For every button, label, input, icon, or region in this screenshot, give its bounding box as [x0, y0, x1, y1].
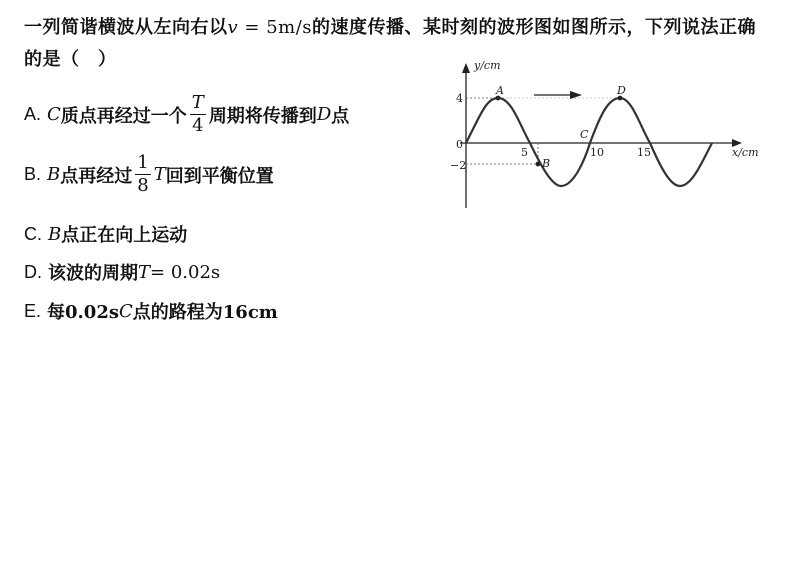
option-c-var-b: B	[48, 223, 62, 245]
option-c[interactable]	[24, 221, 187, 247]
point-b-label: B	[542, 157, 551, 170]
option-b-text-1: 点再经过	[60, 165, 133, 187]
option-b-frac-den: 8	[137, 175, 149, 196]
option-b-var-t: T	[153, 164, 166, 185]
option-e[interactable]	[24, 298, 278, 324]
wave-curve	[466, 98, 712, 186]
option-a-text-1: 质点再经过一个	[60, 105, 187, 127]
point-a-label: A	[496, 84, 504, 97]
point-b-marker	[536, 162, 541, 167]
option-b-fraction	[135, 152, 150, 197]
velocity-variable: v	[227, 17, 239, 38]
option-e-label: E.	[24, 300, 42, 321]
option-a-frac-num: T	[191, 92, 204, 113]
stem-text-1: 一列简谐横波从左向右以	[24, 17, 228, 38]
option-d-var-t: T	[138, 261, 151, 283]
option-a-var-c: C	[47, 104, 61, 125]
origin-label: 0	[456, 138, 463, 151]
option-a-label: A.	[24, 104, 42, 124]
option-e-text-1: 每0.02s	[47, 302, 119, 323]
x-axis-label: x/cm	[732, 146, 759, 159]
option-a[interactable]	[24, 92, 349, 137]
wave-graph	[420, 56, 760, 216]
x-tick-5: 5	[521, 146, 528, 159]
option-d-label: D.	[24, 261, 42, 282]
option-a-text-2: 周期将传播到	[208, 105, 317, 127]
option-b-var-b: B	[47, 164, 61, 185]
option-a-text-3: 点	[331, 105, 350, 127]
option-a-fraction	[190, 92, 206, 137]
stem-text-2: 的速度传播、某时刻的波形图如图所示，下列说法正确的是（ ）	[24, 17, 757, 70]
option-b-text-2: 回到平衡位置	[165, 165, 274, 187]
velocity-value: = 5m/s	[238, 17, 313, 38]
y-tick-minus-2: −2	[450, 159, 467, 172]
option-b-label: B.	[24, 164, 42, 184]
option-d-text-1: 该波的周期	[48, 263, 138, 284]
x-tick-10: 10	[590, 146, 604, 159]
y-axis-label: y/cm	[474, 59, 501, 72]
option-a-var-d: D	[316, 104, 332, 125]
option-d-text-2: = 0.02s	[150, 261, 221, 283]
y-axis-arrow-icon	[462, 63, 470, 73]
option-c-text-1: 点正在向上运动	[61, 225, 188, 246]
option-e-text-2: 点的路程为16cm	[132, 302, 278, 323]
option-e-var-c: C	[119, 300, 133, 322]
point-c-label: C	[580, 128, 589, 141]
point-d-label: D	[617, 84, 626, 97]
option-a-frac-den: 4	[192, 115, 204, 136]
option-c-label: C.	[24, 223, 42, 244]
x-tick-15: 15	[637, 146, 651, 159]
option-d[interactable]	[24, 259, 220, 285]
option-b[interactable]	[24, 152, 274, 197]
y-tick-4: 4	[456, 92, 463, 105]
option-b-frac-num: 1	[137, 152, 149, 173]
